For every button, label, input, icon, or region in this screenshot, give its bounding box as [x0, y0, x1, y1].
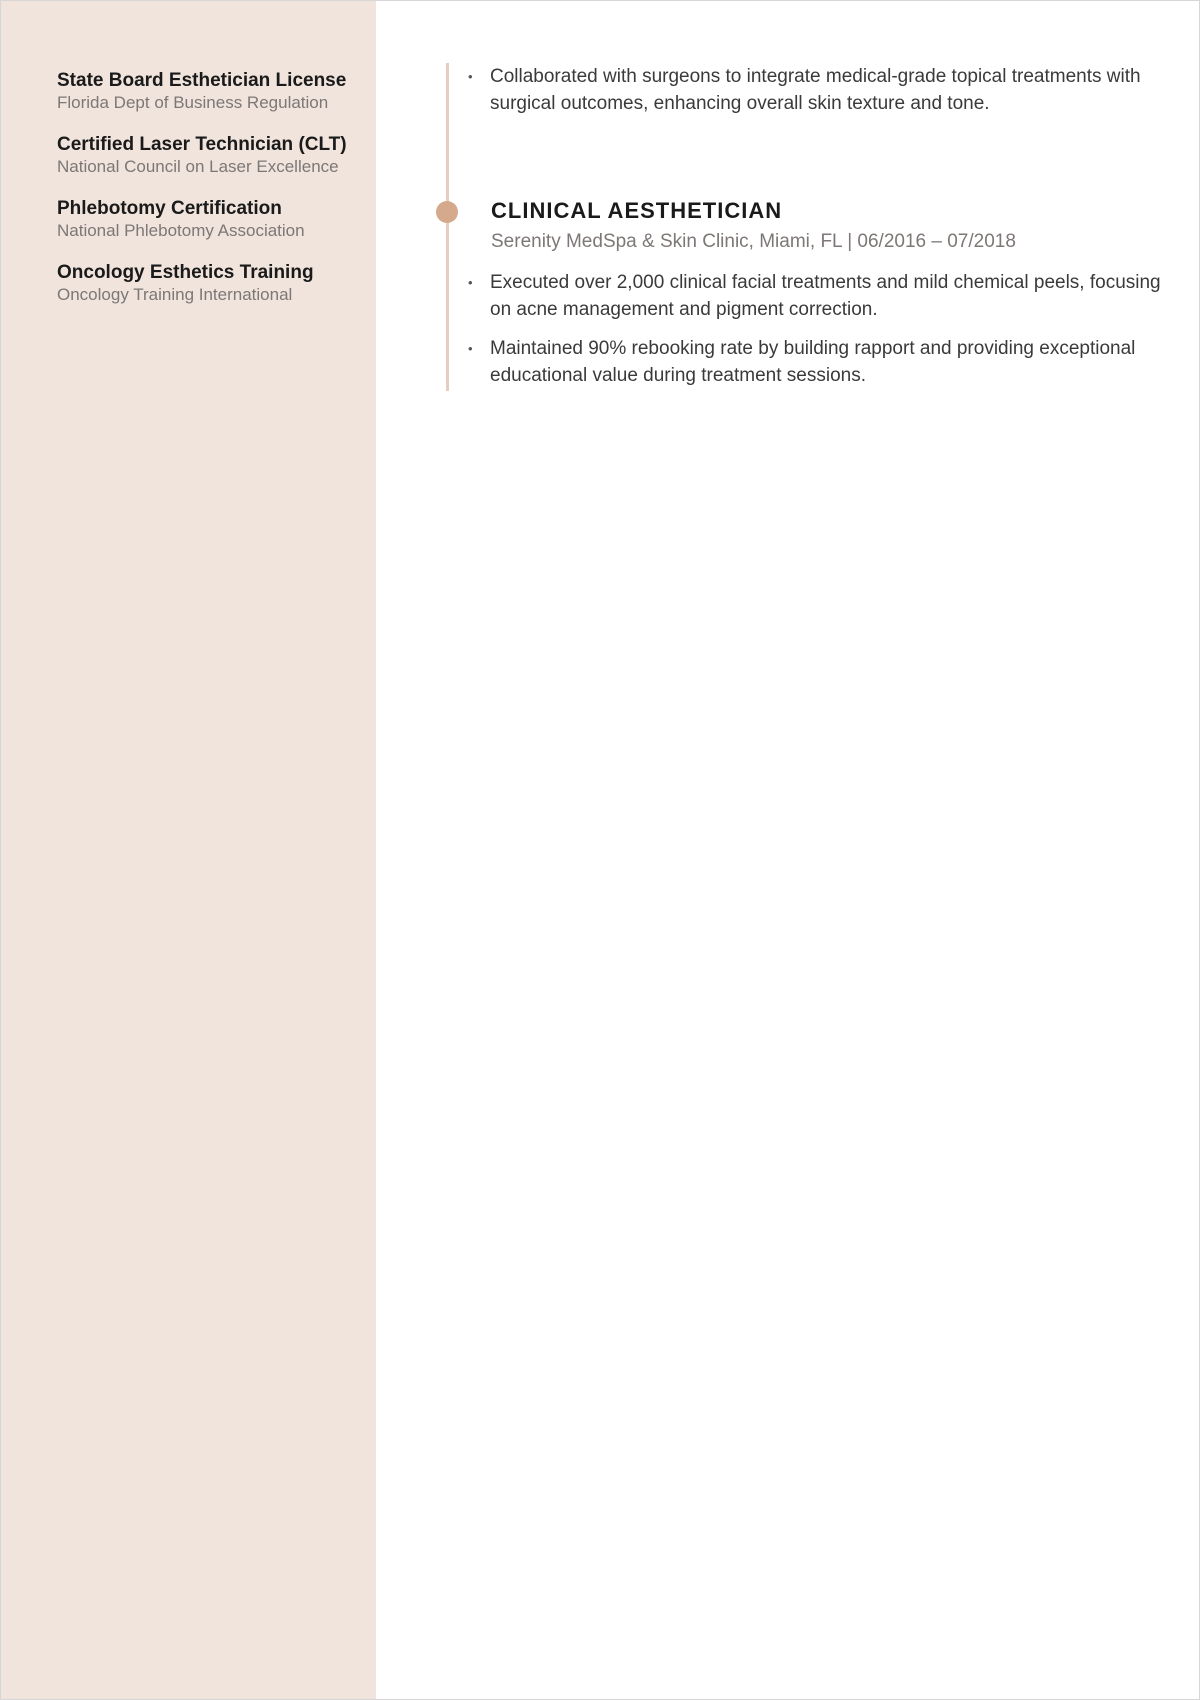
job-bullet-list [468, 269, 1170, 401]
certification-issuer: National Council on Laser Excellence [57, 157, 339, 176]
bullet-item [468, 63, 1170, 117]
bullet-glyph: • [468, 69, 473, 84]
bullet-text: Collaborated with surgeons to integrate medical-grade topical treatments with surgical outcomes, enhancing overall skin texture and tone. [490, 66, 1141, 114]
job-entry [491, 197, 1171, 255]
certification-name: Oncology Esthetics Training [57, 262, 314, 283]
certification-name: Phlebotomy Certification [57, 198, 282, 219]
bullet-glyph: • [468, 341, 473, 356]
certification-list [57, 69, 347, 325]
certification-issuer: National Phlebotomy Association [57, 221, 305, 240]
bullet-item [468, 269, 1170, 323]
certification-item [57, 69, 347, 113]
certification-item [57, 133, 347, 177]
bullet-glyph: • [468, 275, 473, 290]
certification-issuer: Florida Dept of Business Regulation [57, 93, 329, 112]
bullet-text: Maintained 90% rebooking rate by building rapport and providing exceptional educational value during treatment sessions. [490, 338, 1136, 386]
timeline-line [446, 63, 449, 391]
sidebar [1, 1, 376, 1699]
certification-item [57, 197, 347, 241]
bullet-item [468, 335, 1170, 389]
certification-name: Certified Laser Technician (CLT) [57, 134, 347, 155]
timeline-dot [436, 201, 458, 223]
bullet-text: Executed over 2,000 clinical facial treatments and mild chemical peels, focusing on acne management and pigment correction. [490, 272, 1161, 320]
job-meta: Serenity MedSpa & Skin Clinic, Miami, FL | 06/2016 – 07/2018 [491, 231, 1016, 252]
certification-name: State Board Esthetician License [57, 70, 347, 91]
previous-job-bullet-list [468, 63, 1170, 129]
certification-issuer: Oncology Training International [57, 285, 293, 304]
main-content [376, 1, 1199, 1699]
job-title: CLINICAL AESTHETICIAN [491, 198, 783, 223]
certification-item [57, 261, 347, 305]
